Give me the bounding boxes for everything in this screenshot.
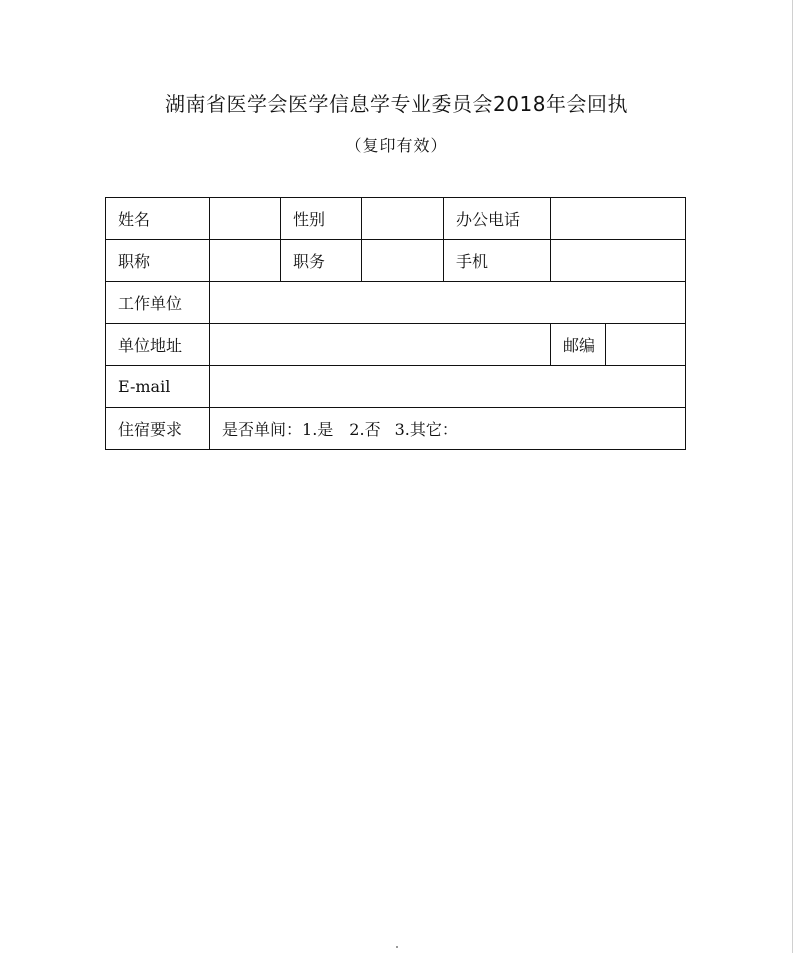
form-row-name [106, 198, 686, 240]
form-row-email [106, 366, 686, 408]
form-row-address [106, 324, 686, 366]
gender-label: 性别 [281, 198, 362, 240]
registration-form-table [105, 197, 686, 450]
office-phone-field[interactable] [551, 198, 686, 240]
form-row-lodging [106, 408, 686, 450]
work-unit-field[interactable] [210, 282, 686, 324]
lodging-option-yes[interactable]: 1.是 [302, 420, 334, 439]
lodging-options [210, 408, 686, 450]
single-room-question: 是否单间： [222, 420, 303, 439]
work-unit-label: 工作单位 [106, 282, 210, 324]
lodging-option-no[interactable]: 2.否 [349, 420, 381, 439]
email-label: E-mail [106, 366, 210, 408]
address-field[interactable] [210, 324, 551, 366]
lodging-label: 住宿要求 [106, 408, 210, 450]
form-row-title [106, 240, 686, 282]
page-mark [396, 946, 398, 948]
professional-title-field[interactable] [210, 240, 281, 282]
mobile-field[interactable] [551, 240, 686, 282]
name-field[interactable] [210, 198, 281, 240]
lodging-option-other[interactable]: 3.其它： [394, 420, 458, 439]
address-label: 单位地址 [106, 324, 210, 366]
professional-title-label: 职称 [106, 240, 210, 282]
document-subtitle: （复印有效） [345, 136, 448, 155]
email-field[interactable] [210, 366, 686, 408]
office-phone-label: 办公电话 [444, 198, 551, 240]
position-label: 职务 [281, 240, 362, 282]
form-row-work-unit [106, 282, 686, 324]
mobile-label: 手机 [444, 240, 551, 282]
name-label: 姓名 [106, 198, 210, 240]
document-title: 湖南省医学会医学信息学专业委员会2018年会回执 [165, 92, 628, 116]
gender-field[interactable] [362, 198, 444, 240]
position-field[interactable] [362, 240, 444, 282]
postcode-label: 邮编 [551, 324, 606, 366]
postcode-field[interactable] [606, 324, 686, 366]
